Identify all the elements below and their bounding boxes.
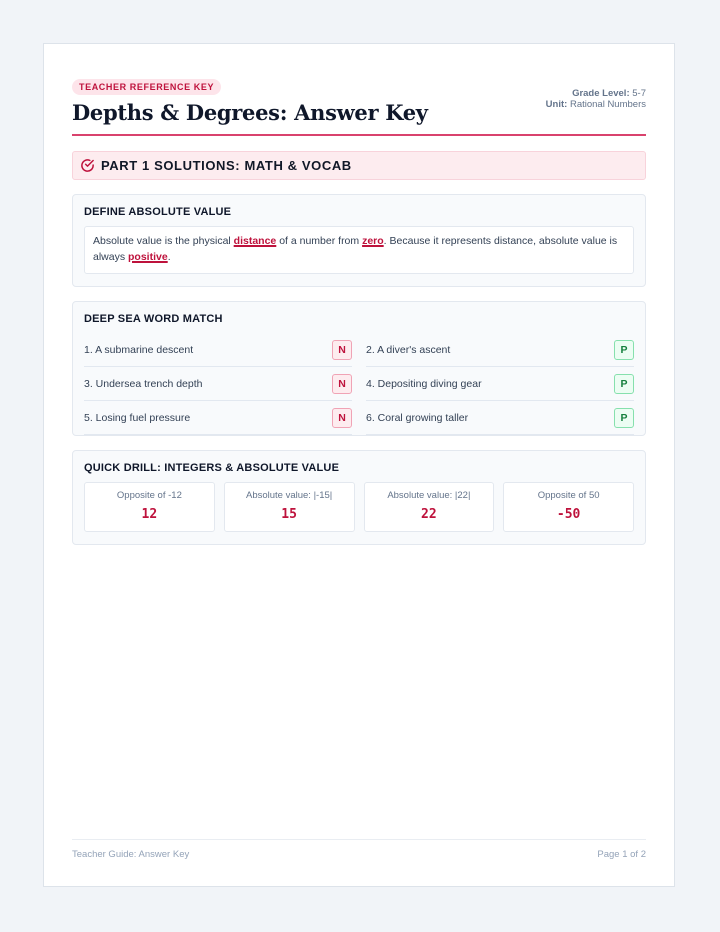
drill-item	[84, 482, 215, 532]
page-header	[72, 77, 646, 136]
drill-question: Absolute value: |22|	[387, 490, 471, 501]
match-row	[84, 334, 352, 367]
answer-positive: positive	[128, 251, 168, 263]
drill-question: Opposite of 50	[537, 490, 600, 501]
negative-badge: N	[332, 408, 352, 428]
drill-question: Opposite of -12	[116, 490, 182, 501]
word-match-title: DEEP SEA WORD MATCH	[84, 313, 223, 325]
positive-badge: P	[614, 408, 634, 428]
footer-left: Teacher Guide: Answer Key	[72, 849, 190, 860]
page-title: Depths & Degrees: Answer Key	[72, 100, 428, 125]
meta-info	[546, 88, 646, 110]
definition-text-4: .	[167, 251, 171, 263]
grade-value: 5-7	[632, 88, 646, 99]
check-circle-icon	[80, 158, 95, 173]
definition-text-1: Absolute value is the physical	[93, 235, 234, 247]
drill-answer: 12	[141, 507, 158, 522]
positive-badge: P	[614, 374, 634, 394]
quick-drill-card	[72, 450, 646, 545]
drill-answer: 22	[421, 507, 437, 522]
negative-badge: N	[332, 340, 352, 360]
definition-text	[84, 226, 634, 274]
definition-title: DEFINE ABSOLUTE VALUE	[84, 206, 232, 218]
drill-answer: -50	[556, 507, 581, 522]
drill-item	[224, 482, 355, 532]
section-title: PART 1 SOLUTIONS: MATH & VOCAB	[101, 158, 352, 173]
match-text: 3. Undersea trench depth	[84, 378, 203, 390]
match-row	[366, 402, 634, 435]
reference-key-tag: TEACHER REFERENCE KEY	[72, 79, 221, 95]
match-row	[84, 402, 352, 435]
page-footer	[72, 839, 646, 860]
section-banner	[72, 151, 646, 180]
positive-badge: P	[614, 340, 634, 360]
grade-label: Grade Level:	[572, 88, 630, 99]
drill-item	[503, 482, 634, 532]
match-text: 1. A submarine descent	[84, 344, 194, 356]
match-row	[366, 368, 634, 401]
unit	[546, 99, 646, 110]
answer-zero: zero	[362, 235, 384, 247]
drill-answer: 15	[281, 507, 297, 522]
match-row	[366, 334, 634, 367]
quick-drill-title: QUICK DRILL: INTEGERS & ABSOLUTE VALUE	[84, 462, 340, 474]
answer-distance: distance	[233, 235, 277, 247]
page-content	[72, 77, 646, 545]
negative-badge: N	[332, 374, 352, 394]
match-text: 2. A diver's ascent	[366, 344, 451, 356]
match-row	[84, 368, 352, 401]
definition-text-3: . Because it represents distance, absolute value is always	[93, 235, 618, 263]
match-text: 5. Losing fuel pressure	[84, 412, 191, 424]
drill-question: Absolute value: |-15|	[245, 490, 333, 501]
word-match-grid	[84, 333, 634, 435]
unit-value: Rational Numbers	[569, 99, 646, 110]
definition-text-2: of a number from	[276, 235, 363, 247]
match-text: 6. Coral growing taller	[366, 412, 469, 424]
worksheet-page	[43, 43, 675, 887]
unit-label: Unit:	[545, 99, 568, 110]
definition-card	[72, 194, 646, 287]
quick-drill-grid	[84, 482, 634, 532]
match-text: 4. Depositing diving gear	[366, 378, 482, 390]
page-number: Page 1 of 2	[597, 849, 646, 860]
grade-level	[546, 88, 646, 99]
word-match-card	[72, 301, 646, 436]
drill-item	[364, 482, 495, 532]
